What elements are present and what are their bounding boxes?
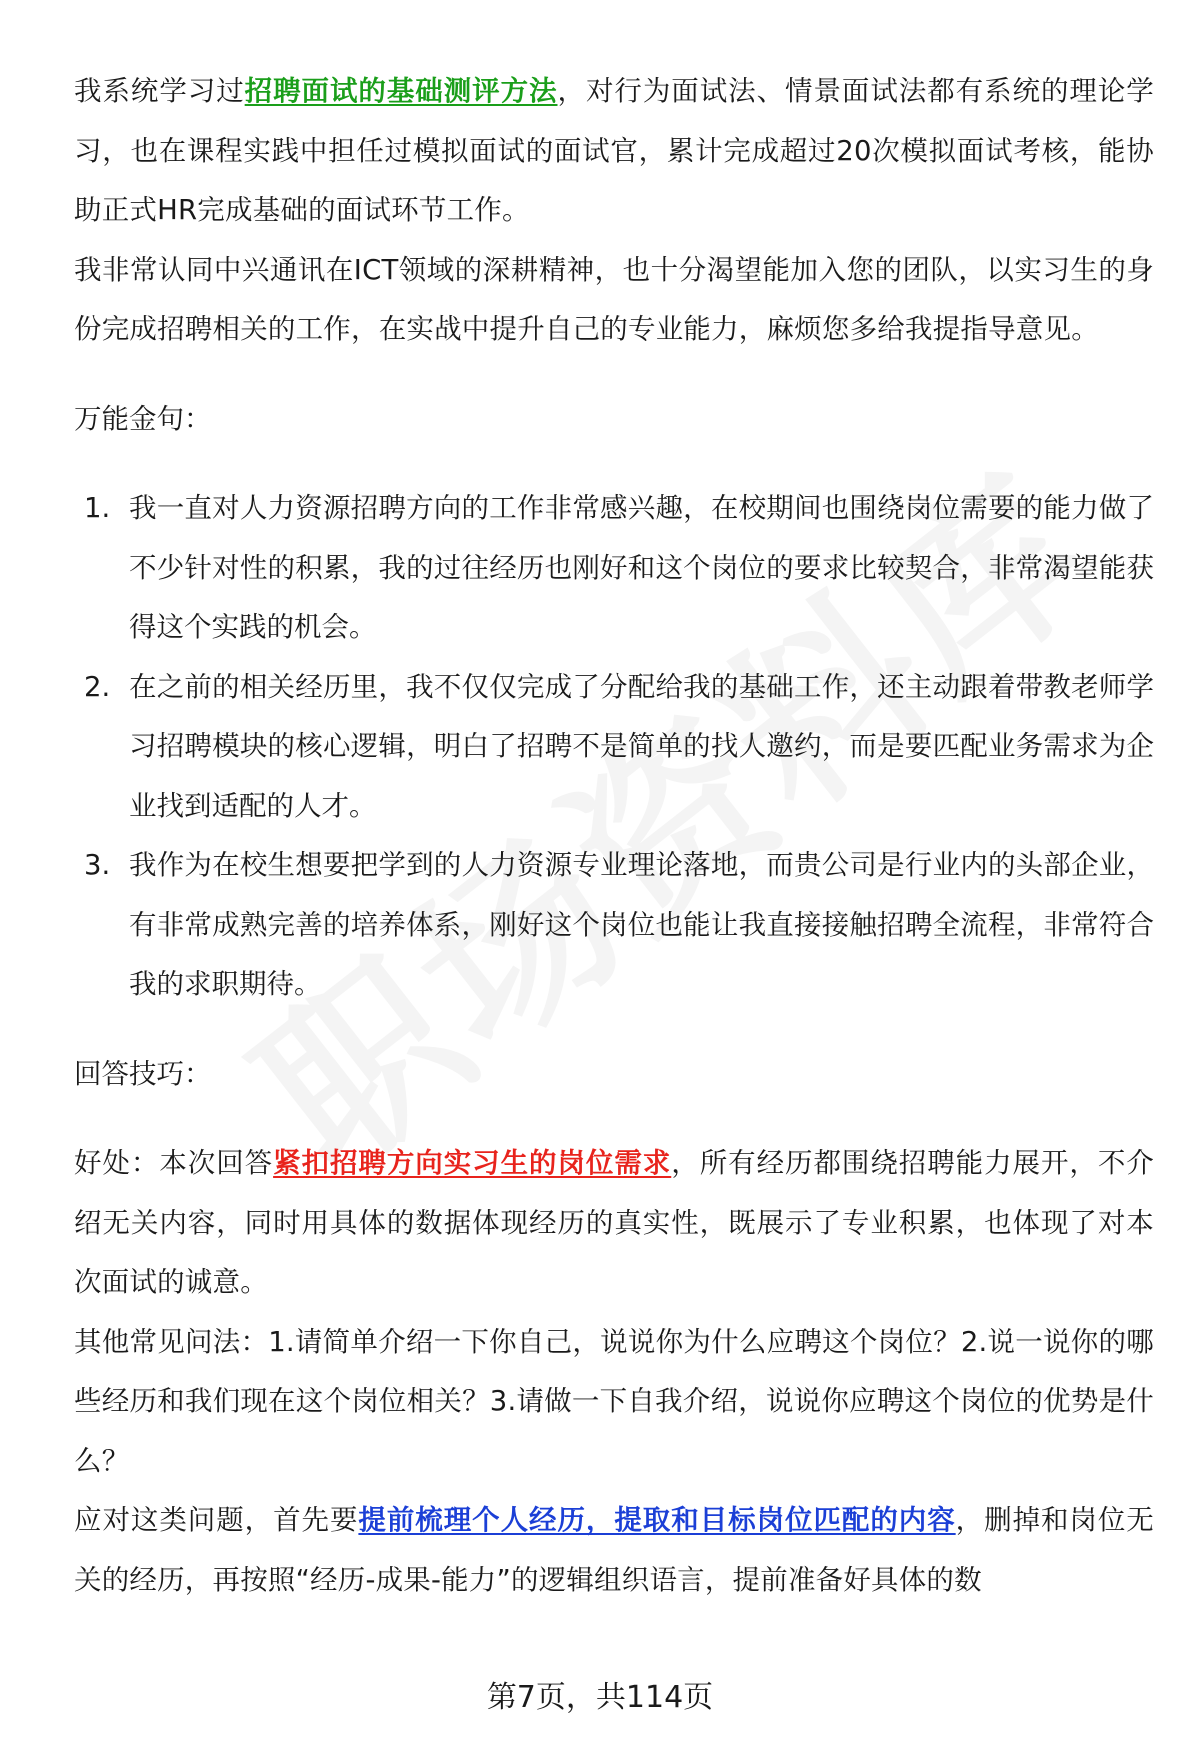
list-item: [74, 836, 1154, 1015]
para1-before: 我系统学习过: [74, 75, 245, 107]
list-text: 我作为在校生想要把学到的人力资源专业理论落地，而贵公司是行业内的头部企业，有非常成熟完善的培养体系，刚好这个岗位也能让我直接接触招聘全流程，非常符合我的求职期待。: [129, 849, 1154, 1000]
paragraph-study: [74, 62, 1154, 241]
golden-sentences-list: [74, 479, 1154, 1015]
list-text: 在之前的相关经历里，我不仅仅完成了分配给我的基础工作，还主动跟着带教老师学习招聘模块的核心逻辑，明白了招聘不是简单的找人邀约，而是要匹配业务需求为企业找到适配的人才。: [129, 670, 1154, 822]
tips-heading: 回答技巧：: [74, 1057, 212, 1090]
approach-before: 应对这类问题，首先要: [74, 1504, 359, 1536]
page-footer: 第7页，共114页: [486, 1680, 714, 1715]
list-text: 我一直对人力资源招聘方向的工作非常感兴趣，在校期间也围绕岗位需要的能力做了不少针对性的积累，我的过往经历也刚好和这个岗位的要求比较契合，非常渴望能获得这个实践的机会。: [129, 492, 1154, 643]
paragraph-other-questions: 其他常见问法：1.请简单介绍一下你自己，说说你为什么应聘这个岗位？2.说一说你的哪些经历和我们现在这个岗位相关？3.请做一下自我介绍，说说你应聘这个岗位的优势是什么？: [74, 1325, 1154, 1477]
golden-sentences-heading: 万能金句：: [74, 402, 212, 435]
para1-after: ，对行为面试法、情景面试法都有系统的理论学习，也在课程实践中担任过模拟面试的面试官，累计完成超过20次模拟面试考核，能协助正式HR完成基础的面试环节工作。: [74, 75, 1155, 226]
document-page: [74, 62, 1154, 1610]
list-item: [74, 479, 1154, 658]
approach-after: ，删掉和岗位无关的经历，再按照“经历-成果-能力”的逻辑组织语言，提前准备好具体的数: [74, 1504, 1154, 1596]
spacer: [74, 360, 1154, 390]
list-item: [74, 658, 1154, 837]
spacer: [74, 1015, 1154, 1045]
list-number: 2.: [84, 670, 111, 703]
benefit-before: 好处：本次回答: [74, 1147, 274, 1179]
highlight-blue: 提前梳理个人经历，提取和目标岗位匹配的内容: [358, 1504, 956, 1536]
list-number: 1.: [84, 492, 111, 524]
benefit-after: ，所有经历都围绕招聘能力展开，不介绍无关内容，同时用具体的数据体现经历的真实性，既展示了专业积累，也体现了对本次面试的诚意。: [74, 1147, 1155, 1298]
spacer: [74, 1104, 1154, 1134]
paragraph-benefit: [74, 1134, 1154, 1313]
paragraph-approach: [74, 1491, 1154, 1610]
spacer: [74, 449, 1154, 479]
list-number: 3.: [84, 849, 111, 881]
highlight-red: 紧扣招聘方向实习生的岗位需求: [273, 1147, 672, 1179]
paragraph-motivation: 我非常认同中兴通讯在ICT领域的深耕精神，也十分渴望能加入您的团队，以实习生的身份完成招聘相关的工作，在实战中提升自己的专业能力，麻烦您多给我提指导意见。: [74, 253, 1154, 345]
highlight-green: 招聘面试的基础测评方法: [244, 75, 558, 107]
